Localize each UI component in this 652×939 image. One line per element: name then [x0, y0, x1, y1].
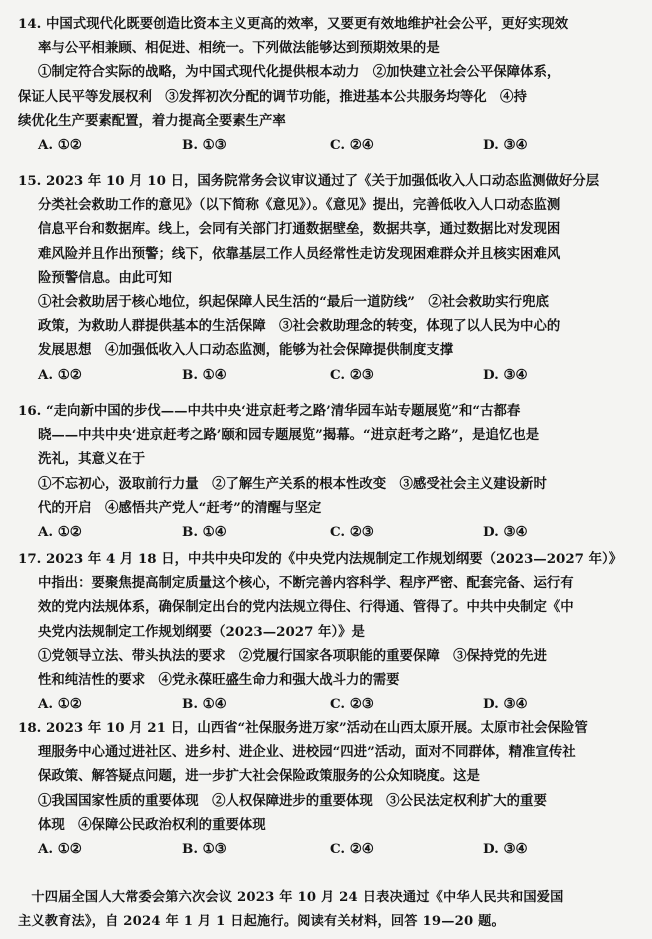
option-b: B. ①④ — [182, 366, 227, 383]
question-line: ①制定符合实际的战略，为中国式现代化提供根本动力 ②加快建立社会公平保障体系， — [38, 64, 561, 81]
question-line: 15. 2023 年 10 月 10 日，国务院常务会议审议通过了《关于加强低收入人口动态监测做好分层 — [18, 173, 600, 189]
option-a: A. ①② — [38, 696, 82, 713]
answer-options — [18, 133, 638, 157]
question-line: 18. 2023 年 10 月 21 日，山西省“社保服务进万家”活动在山西太原开展。太原市社会保险管 — [18, 720, 588, 736]
question-14 — [18, 12, 638, 157]
question-line: 体现 ④保障公民政治权利的重要体现 — [38, 816, 266, 833]
option-d: D. ③④ — [483, 696, 528, 713]
question-line: 14. 中国式现代化既要创造比资本主义更高的效率，又要更有效地维护社会公平，更好实现效 — [18, 16, 569, 32]
question-line: 信息平台和数据库。线上，会同有关部门打通数据壁垒，数据共享，通过数据比对发现困 — [38, 221, 561, 238]
option-d: D. ③④ — [483, 136, 528, 153]
answer-options — [18, 837, 638, 861]
option-d: D. ③④ — [483, 523, 528, 540]
question-line: 率与公平相兼顾、相促进、相统一。下列做法能够达到预期效果的是 — [38, 40, 440, 57]
option-d: D. ③④ — [483, 840, 528, 857]
option-b: B. ①③ — [182, 136, 227, 153]
option-d: D. ③④ — [483, 366, 528, 383]
question-line: 性和纯洁性的要求 ④党永葆旺盛生命力和强大战斗力的需要 — [38, 671, 400, 688]
question-line: 17. 2023 年 4 月 18 日，中共中央印发的《中央党内法规制定工作规划纲要（2023—2027 年）》 — [18, 551, 623, 567]
question-line: 政策，为救助人群提供基本的生活保障 ③社会救助理念的转变，体现了以人民为中心的 — [38, 318, 561, 335]
option-a: A. ①② — [38, 840, 82, 857]
question-line: 央党内法规制定工作规划纲要（2023—2027 年）》是 — [38, 623, 365, 640]
question-line: 洗礼，其意义在于 — [38, 451, 146, 468]
option-b: B. ①③ — [182, 840, 227, 857]
question-16 — [18, 399, 638, 544]
answer-options — [18, 363, 638, 387]
question-line: 发展思想 ④加强低收入人口动态监测，能够为社会保障提供制度支撑 — [38, 342, 454, 359]
option-a: A. ①② — [38, 136, 82, 153]
question-line: ①不忘初心，汲取前行力量 ②了解生产关系的根本性改变 ③感受社会主义建设新时 — [38, 475, 547, 492]
option-c: C. ②④ — [330, 136, 374, 153]
note-line: 十四届全国人大常委会第六次会议 2023 年 10 月 24 日表决通过《中华人民共和国爱国 — [18, 890, 564, 905]
answer-options — [18, 692, 638, 716]
question-15 — [18, 169, 638, 387]
question-line: 理服务中心通过进社区、进乡村、进企业、进校园“四进”活动，面对不同群体，精准宣传社 — [38, 744, 576, 761]
option-a: A. ①② — [38, 523, 82, 540]
note-line: 主义教育法》，自 2024 年 1 月 1 日起施行。阅读有关材料，回答 19—20 题。 — [18, 914, 505, 930]
question-line: 保证人民平等发展权利 ③发挥初次分配的调节功能，推进基本公共服务均等化 ④持 — [18, 88, 527, 105]
question-line: ①党领导立法、带头执法的要求 ②党履行国家各项职能的重要保障 ③保持党的先进 — [38, 647, 547, 664]
question-line: 难风险并且作出预警；线下，依靠基层工作人员经常性走访发现困难群众并且核实困难风 — [38, 245, 561, 262]
answer-options — [18, 520, 638, 544]
option-c: C. ②③ — [330, 696, 374, 713]
option-c: C. ②③ — [330, 523, 374, 540]
question-line: 16. “走向新中国的步伐——中共中央‘进京赶考之路’清华园车站专题展览”和“古都春 — [18, 403, 521, 419]
option-c: C. ②④ — [330, 840, 374, 857]
question-line: 分类社会救助工作的意见》（以下简称《意见》）。《意见》提出，完善低收入人口动态监测 — [38, 197, 561, 214]
question-line: 保政策、解答疑点问题，进一步扩大社会保险政策服务的公众知晓度。这是 — [38, 768, 480, 785]
option-b: B. ①④ — [182, 523, 227, 540]
question-line: 效的党内法规体系，确保制定出台的党内法规立得住、行得通、管得了。中共中央制定《中 — [38, 599, 574, 616]
reading-material-note — [18, 886, 638, 934]
question-line: ①社会救助居于核心地位，织起保障人民生活的“最后一道防线” ②社会救助实行兜底 — [38, 293, 549, 310]
question-line: 险预警信息。由此可知 — [38, 269, 172, 286]
question-line: ①我国国家性质的重要体现 ②人权保障进步的重要体现 ③公民法定权利扩大的重要 — [38, 792, 547, 809]
option-c: C. ②③ — [330, 366, 374, 383]
question-17 — [18, 547, 638, 716]
question-line: 晓——中共中央‘进京赶考之路’颐和园专题展览”揭幕。“进京赶考之路”，是追忆也是 — [38, 427, 540, 444]
question-line: 中指出：要聚焦提高制定质量这个核心，不断完善内容科学、程序严密、配套完备、运行有 — [38, 575, 574, 592]
question-line: 续优化生产要素配置，着力提高全要素生产率 — [18, 112, 286, 129]
question-18 — [18, 716, 638, 861]
option-b: B. ①④ — [182, 696, 227, 713]
question-line: 代的开启 ④感悟共产党人“赶考”的清醒与坚定 — [38, 499, 322, 516]
option-a: A. ①② — [38, 366, 82, 383]
